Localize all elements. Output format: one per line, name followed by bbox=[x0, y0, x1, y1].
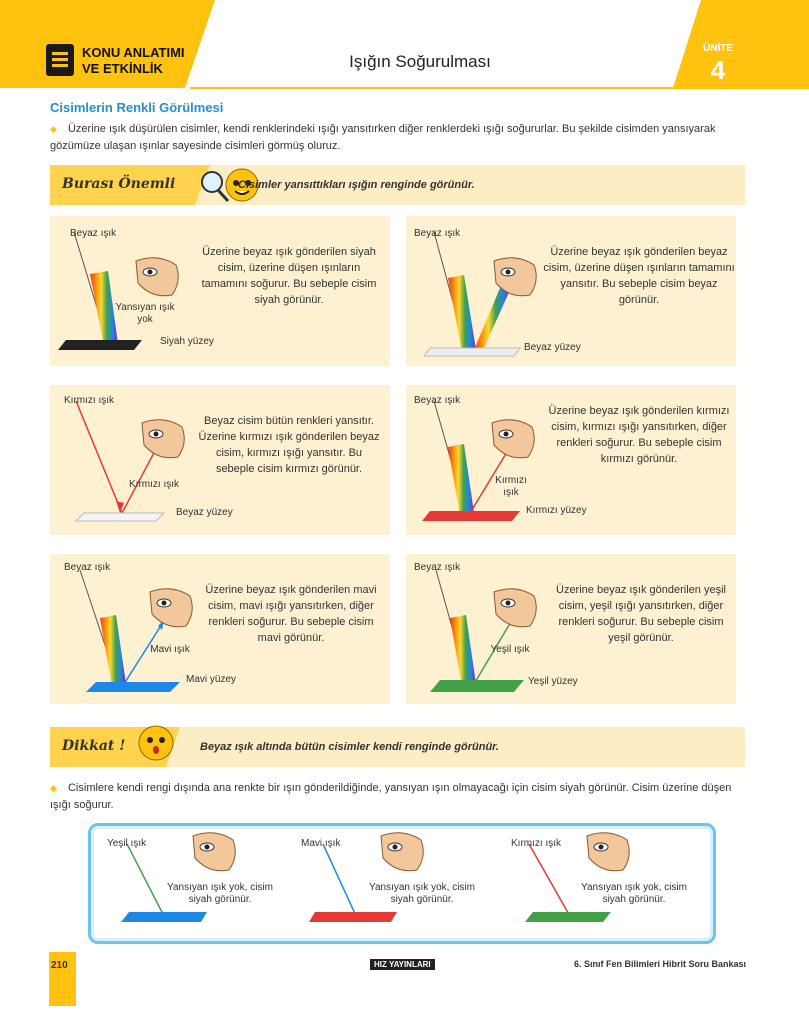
page-title: Işığın Soğurulması bbox=[349, 52, 491, 71]
panel-text: Üzerine beyaz ışık gönderilen siyah cisim, üzerine düşen ışınların tamamını soğurur. Bu sebeple cisim siyah görünür. bbox=[201, 246, 377, 306]
important-label: Burası Önemli bbox=[62, 176, 176, 192]
examples-box bbox=[88, 823, 716, 944]
unit-number: 4 bbox=[710, 55, 726, 85]
panel-white-surface bbox=[406, 216, 736, 366]
intro-paragraph bbox=[50, 121, 750, 155]
light-label: Kırmızı ışık bbox=[64, 395, 114, 406]
light-label: Beyaz ışık bbox=[414, 562, 461, 573]
surprised-mascot-icon bbox=[134, 721, 180, 767]
reflect-label: Mavi ışık bbox=[150, 644, 190, 655]
note-paragraph bbox=[50, 780, 750, 814]
category-label bbox=[82, 45, 192, 77]
unit-label: ÜNİTE bbox=[703, 43, 733, 54]
surface-label: Siyah yüzey bbox=[160, 336, 214, 347]
panel-text: Üzerine beyaz ışık gönderilen mavi cisim, mavi ışığı yansıtırken, diğer renkleri soğurur. Bu sebeple cisim mavi görünür. bbox=[205, 584, 377, 644]
surface-label: Mavi yüzey bbox=[186, 674, 237, 685]
surface-label: Kırmızı yüzey bbox=[526, 505, 587, 516]
reflect-label: Yeşil ışık bbox=[490, 644, 530, 655]
page-number: 210 bbox=[51, 960, 68, 971]
reflect-label: Yansıyan ışık yok bbox=[115, 302, 175, 325]
book-title: 6. Sınıf Fen Bilimleri Hibrit Soru Bankası bbox=[573, 959, 746, 969]
reflect-label: Kırmızı ışık bbox=[129, 479, 179, 490]
surface-label: Yeşil yüzey bbox=[528, 676, 578, 687]
panel-text: Üzerine beyaz ışık gönderilen beyaz cisim, üzerine düşen ışınların tamamını yansıtır. Bu sebeple cisim beyaz görünür. bbox=[543, 246, 735, 306]
light-label: Beyaz ışık bbox=[70, 228, 117, 239]
example-light-label: Mavi ışık bbox=[301, 838, 341, 849]
example-caption: Yansıyan ışık yok, cisim siyah görünür. bbox=[369, 882, 475, 905]
panel-text: Üzerine beyaz ışık gönderilen kırmızı cisim, kırmızı ışığı yansıtırken, diğer renkleri soğurur. Bu sebeple cisim kırmızı görünür. bbox=[548, 405, 730, 465]
important-text: Cisimler yansıttıkları ışığın renginde görünür. bbox=[238, 179, 475, 191]
example-caption: Yansıyan ışık yok, cisim siyah görünür. bbox=[167, 882, 273, 905]
panel-text: Beyaz cisim bütün renkleri yansıtır. Üzerine kırmızı ışık gönderilen beyaz cisim, kırmızı ışığı yansıtır. Bu sebeple cisim kırmızı görünür. bbox=[198, 415, 380, 475]
note-text: Cisimlere kendi rengi dışında ana renkte bir ışın gönderildiğinde, yansıyan ışın olmayacağı için cisim siyah görünür. Cisim üzerine düşen ışığı soğurur. bbox=[50, 782, 732, 811]
light-label: Beyaz ışık bbox=[414, 228, 461, 239]
section-title: Cisimlerin Renkli Görülmesi bbox=[50, 100, 224, 115]
document-icon bbox=[46, 44, 74, 76]
example-light-label: Yeşil ışık bbox=[107, 838, 147, 849]
panel-text: Üzerine beyaz ışık gönderilen yeşil cisim, yeşil ışığı yansıtırken, diğer renkleri soğurur. Bu sebeple cisim yeşil görünür. bbox=[556, 584, 726, 644]
light-label: Beyaz ışık bbox=[414, 395, 461, 406]
panel-green-surface bbox=[406, 554, 736, 704]
category-line-1: KONU ANLATIMI bbox=[82, 45, 185, 60]
bullet-icon: ◆ bbox=[50, 124, 57, 134]
reflect-label: Kırmızı ışık bbox=[495, 475, 527, 498]
unit-tab bbox=[673, 0, 809, 88]
panel-red-surface bbox=[406, 385, 736, 535]
surface-label: Beyaz yüzey bbox=[176, 507, 233, 518]
surface-label: Beyaz yüzey bbox=[524, 342, 581, 353]
intro-text: Üzerine ışık düşürülen cisimler, kendi renklerindeki ışığı yansıtırken diğer renklerdeki ışığı soğururlar. Bu şekilde cisimden yansıyarak gözümüze ulaşan ışınlar sayesinde cisimleri görmüş oluruz. bbox=[50, 123, 716, 152]
panel-black-surface bbox=[50, 216, 390, 366]
light-label: Beyaz ışık bbox=[64, 562, 111, 573]
example-caption: Yansıyan ışık yok, cisim siyah görünür. bbox=[581, 882, 687, 905]
example-light-label: Kırmızı ışık bbox=[511, 838, 561, 849]
publisher-logo: HIZ YAYINLARI bbox=[370, 959, 435, 970]
attention-text: Beyaz ışık altında bütün cisimler kendi renginde görünür. bbox=[200, 741, 499, 753]
attention-banner bbox=[50, 727, 745, 767]
panel-blue-surface bbox=[50, 554, 390, 704]
important-banner bbox=[50, 165, 745, 205]
panel-red-light-white bbox=[50, 385, 390, 535]
attention-label: Dikkat ! bbox=[62, 738, 126, 754]
category-line-2: VE ETKİNLİK bbox=[82, 61, 163, 76]
page-number-tab bbox=[49, 952, 76, 1006]
bullet-icon: ◆ bbox=[50, 783, 57, 793]
